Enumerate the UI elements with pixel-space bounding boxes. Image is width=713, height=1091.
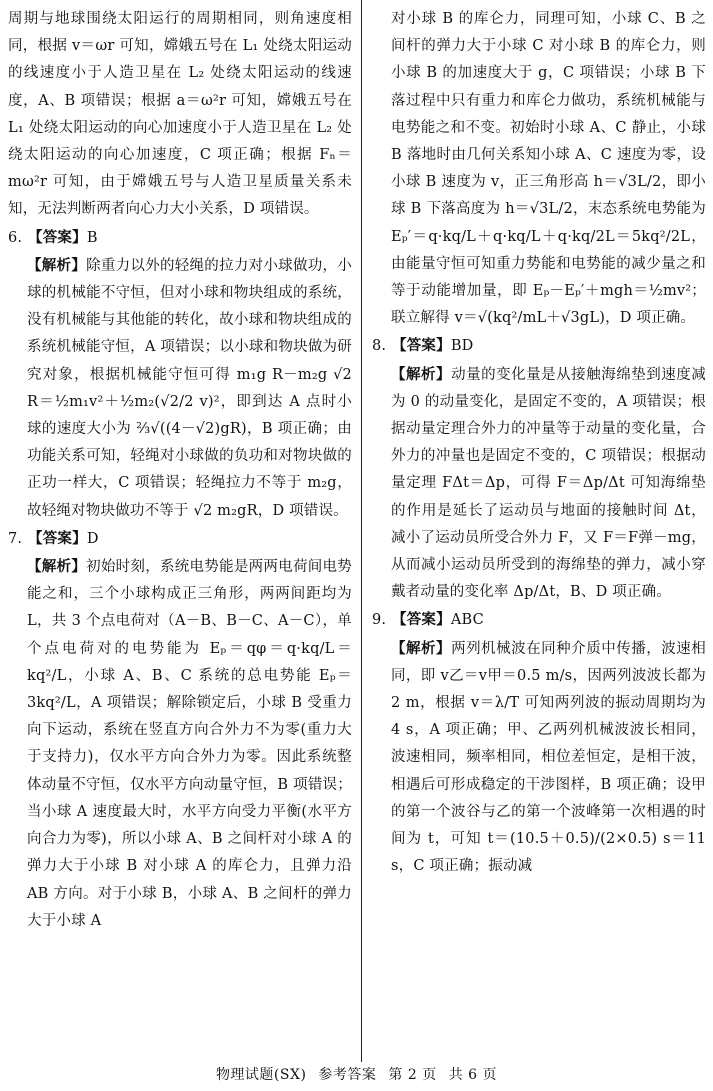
q8-answer-tag: 【答案】: [392, 337, 451, 355]
q6-analysis: [8, 252, 352, 525]
q8-analysis-tag: 【解析】: [391, 365, 452, 383]
footer-subject: 物理试题(SX): [215, 1067, 307, 1083]
q9-answer-value: ABC: [450, 612, 484, 629]
q5-continuation: 周期与地球围绕太阳运行的周期相同，则角速度相同，根据 v＝ωr 可知，嫦娥五号在 L₁ 处绕太阳运动的线速度小于人造卫星在 L₂ 处绕太阳运动的线速度，A、B 项错误；根据 a＝ω²r 可知，嫦娥五号在 L₁ 处绕太阳运动的向心加速度小于人造卫星在 L₂ 处绕太阳运动的向心加速度，C 项正确；根据 Fₙ＝mω²r 可知，由于嫦娥五号与人造卫星质量关系未知，无法判断两者向心力大小关系，D 项错误。: [8, 11, 352, 218]
footer-page-number: 第 2 页: [388, 1067, 437, 1083]
q8-answer: [372, 332, 706, 360]
q7-continuation: 对小球 B 的库仑力，同理可知，小球 C、B 之间杆的弹力大于小球 C 对小球 B 的库仑力，则小球 B 的加速度大于 g，C 项错误；小球 B 下落过程中只有重力和库仑力做功，系统机械能与电势能之和不变。初始时小球 A、C 静止，小球 B 落地时由几何关系知小球 A、C 速度为零，设小球 B 速度为 v，正三角形高 h＝√3L/2，即小球 B 下落高度为 h＝√3L/2，末态系统电势能为 Eₚ′＝q·kq/L＋q·kq/L＋q·kq/2L＝5kq²/2L，由能量守恒可知重力势能和电势能的减少量之和等于动能增加量，即 Eₚ－Eₚ′＋mgh＝½mv²；联立解得 v＝√(kq²/mL＋√3gL)，D 项正确。: [391, 11, 706, 327]
q9-answer-tag: 【答案】: [392, 611, 451, 629]
q6-answer: [8, 224, 352, 252]
q9-analysis-tag: 【解析】: [391, 639, 452, 657]
right-column: [372, 6, 706, 1056]
q6-analysis-tag: 【解析】: [27, 256, 87, 274]
footer-total-pages: 共 6 页: [448, 1067, 498, 1083]
q8-answer-value: BD: [450, 338, 474, 355]
q8-analysis: [372, 361, 706, 607]
q7-answer: [8, 525, 352, 553]
q8-number: 8.: [372, 338, 387, 355]
page-footer: [0, 1064, 713, 1084]
column-divider: [361, 0, 362, 1062]
q6-answer-value: B: [86, 229, 98, 246]
q9-number: 9.: [372, 612, 387, 629]
q7-answer-value: D: [86, 530, 99, 547]
q9-analysis: [372, 635, 706, 881]
q7-answer-tag: 【答案】: [28, 529, 87, 547]
q7-analysis-text: 初始时刻，系统电势能是两两电荷间电势能之和，三个小球构成正三角形，两两间距均为 L，共 3 个点电荷对（A－B、B－C、A－C），单个点电荷对的电势能为 Eₚ＝qφ＝q·kq/L＝kq²/L，小球 A、B、C 系统的总电势能 Eₚ＝3kq²/L，A 项错误；解除锁定后，小球 B 受重力向下运动，系统在竖直方向合外力不为零(重力大于支持力)，仅水平方向合外力为零。因此系统整体动量不守恒，仅水平方向动量守恒，B 项错误；当小球 A 速度最大时，水平方向受力平衡(水平方向合力为零)，所以小球 A、B 之间杆对小球 A 的弹力大于小球 B 对小球 A 的库仑力，且弹力沿 AB 方向。对于小球 B，小球 A、B 之间杆的弹力大于小球 A: [27, 559, 352, 929]
q7-analysis-tag: 【解析】: [27, 558, 87, 576]
q6-number: 6.: [8, 229, 23, 246]
q7-number: 7.: [8, 530, 23, 547]
footer-doc-type: 参考答案: [318, 1067, 377, 1083]
q9-analysis-text: 两列机械波在同种介质中传播，波速相同，即 v乙＝v甲＝0.5 m/s，因两列波波长都为 2 m，根据 v＝λ/T 可知两列波的振动周期均为 4 s，A 项正确；甲、乙两列机械波波长相同，波速相同，频率相同，相位差恒定，是相干波，相遇后可形成稳定的干涉图样，B 项正确；设甲的第一个波谷与乙的第一个波峰第一次相遇的时间为 t，可知 t＝(10.5＋0.5)/(2×0.5) s＝11 s，C 项正确；振动减: [391, 640, 706, 875]
q7-analysis: [8, 553, 352, 935]
q8-analysis-text: 动量的变化量是从接触海绵垫到速度减为 0 的动量变化，是固定不变的，A 项错误；根据动量定理合外力的冲量等于动量的变化量，合外力的冲量也是固定不变的，C 项错误；根据动量定理 FΔt＝Δp，可得 F＝Δp/Δt 可知海绵垫的作用是延长了运动员与地面的接触时间 Δt，减小了运动员所受合外力 F，又 F＝F弹－mg，从而减小运动员所受到的海绵垫的弹力，减小穿戴者动量的变化率 Δp/Δt，B、D 项正确。: [391, 366, 706, 601]
left-column: [8, 6, 352, 1056]
q9-answer: [372, 606, 706, 634]
q6-analysis-text: 除重力以外的轻绳的拉力对小球做功，小球的机械能不守恒，但对小球和物块组成的系统，没有机械能与其他能的转化，故小球和物块组成的系统机械能守恒，A 项错误；以小球和物块做为研究对象，根据机械能守恒可得 m₁g R－m₂g √2 R＝½m₁v²＋½m₂(√2/2 v)²，即到达 A 点时小球的速度大小为 ⅔√((4－√2)gR)，B 项正确；由功能关系可知，轻绳对小球做的负功和对物块做的正功一样大，C 项错误；轻绳拉力不等于 m₂g，故轻绳对物块做功不等于 √2 m₂gR，D 项错误。: [27, 257, 352, 519]
q6-answer-tag: 【答案】: [28, 228, 87, 246]
